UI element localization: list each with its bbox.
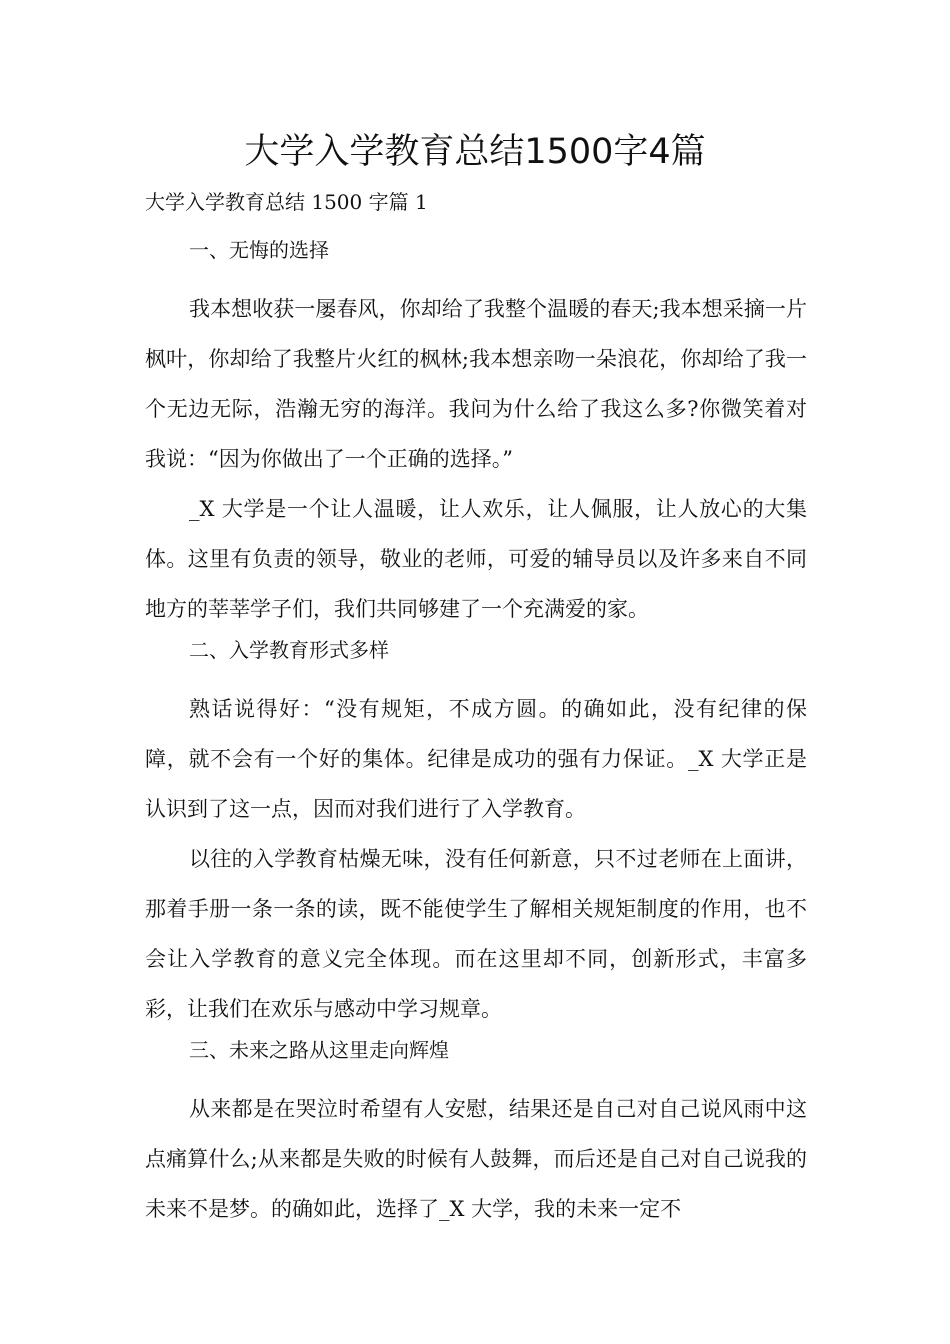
document-body	[145, 234, 807, 1234]
section-heading: 一、无悔的选择	[189, 238, 329, 262]
section-heading: 二、入学教育形式多样	[189, 638, 389, 662]
paragraph: 我本想收获一屡春风，你却给了我整个温暖的春天;我本想采摘一片枫叶，你却给了我整片火红的枫林;我本想亲吻一朵浪花，你却给了我一个无边无际，浩瀚无穷的海洋。我问为什么给了我这么多?你微笑着对我说：“因为你做出了一个正确的选择。”	[145, 297, 807, 471]
paragraph: 熟话说得好：“没有规矩，不成方圆。的确如此，没有纪律的保障，就不会有一个好的集体。纪律是成功的强有力保证。_X 大学正是认识到了这一点，因而对我们进行了入学教育。	[145, 697, 807, 821]
section-heading: 三、未来之路从这里走向辉煌	[189, 1038, 449, 1062]
document-subtitle: 大学入学教育总结 1500 字篇 1	[145, 190, 428, 214]
paragraph: _X 大学是一个让人温暖，让人欢乐，让人佩服，让人放心的大集体。这里有负责的领导，敬业的老师，可爱的辅导员以及许多来自不同地方的莘莘学子们，我们共同够建了一个充满爱的家。	[145, 497, 807, 621]
paragraph: 从来都是在哭泣时希望有人安慰，结果还是自己对自己说风雨中这点痛算什么;从来都是失败的时候有人鼓舞，而后还是自己对自己说我的未来不是梦。的确如此，选择了_X 大学，我的未来一定不	[145, 1097, 807, 1221]
document-title: 大学入学教育总结1500字4篇	[244, 132, 706, 172]
paragraph: 以往的入学教育枯燥无味，没有任何新意，只不过老师在上面讲，那着手册一条一条的读，既不能使学生了解相关规矩制度的作用，也不会让入学教育的意义完全体现。而在这里却不同，创新形式，丰富多彩，让我们在欢乐与感动中学习规章。	[145, 847, 807, 1021]
